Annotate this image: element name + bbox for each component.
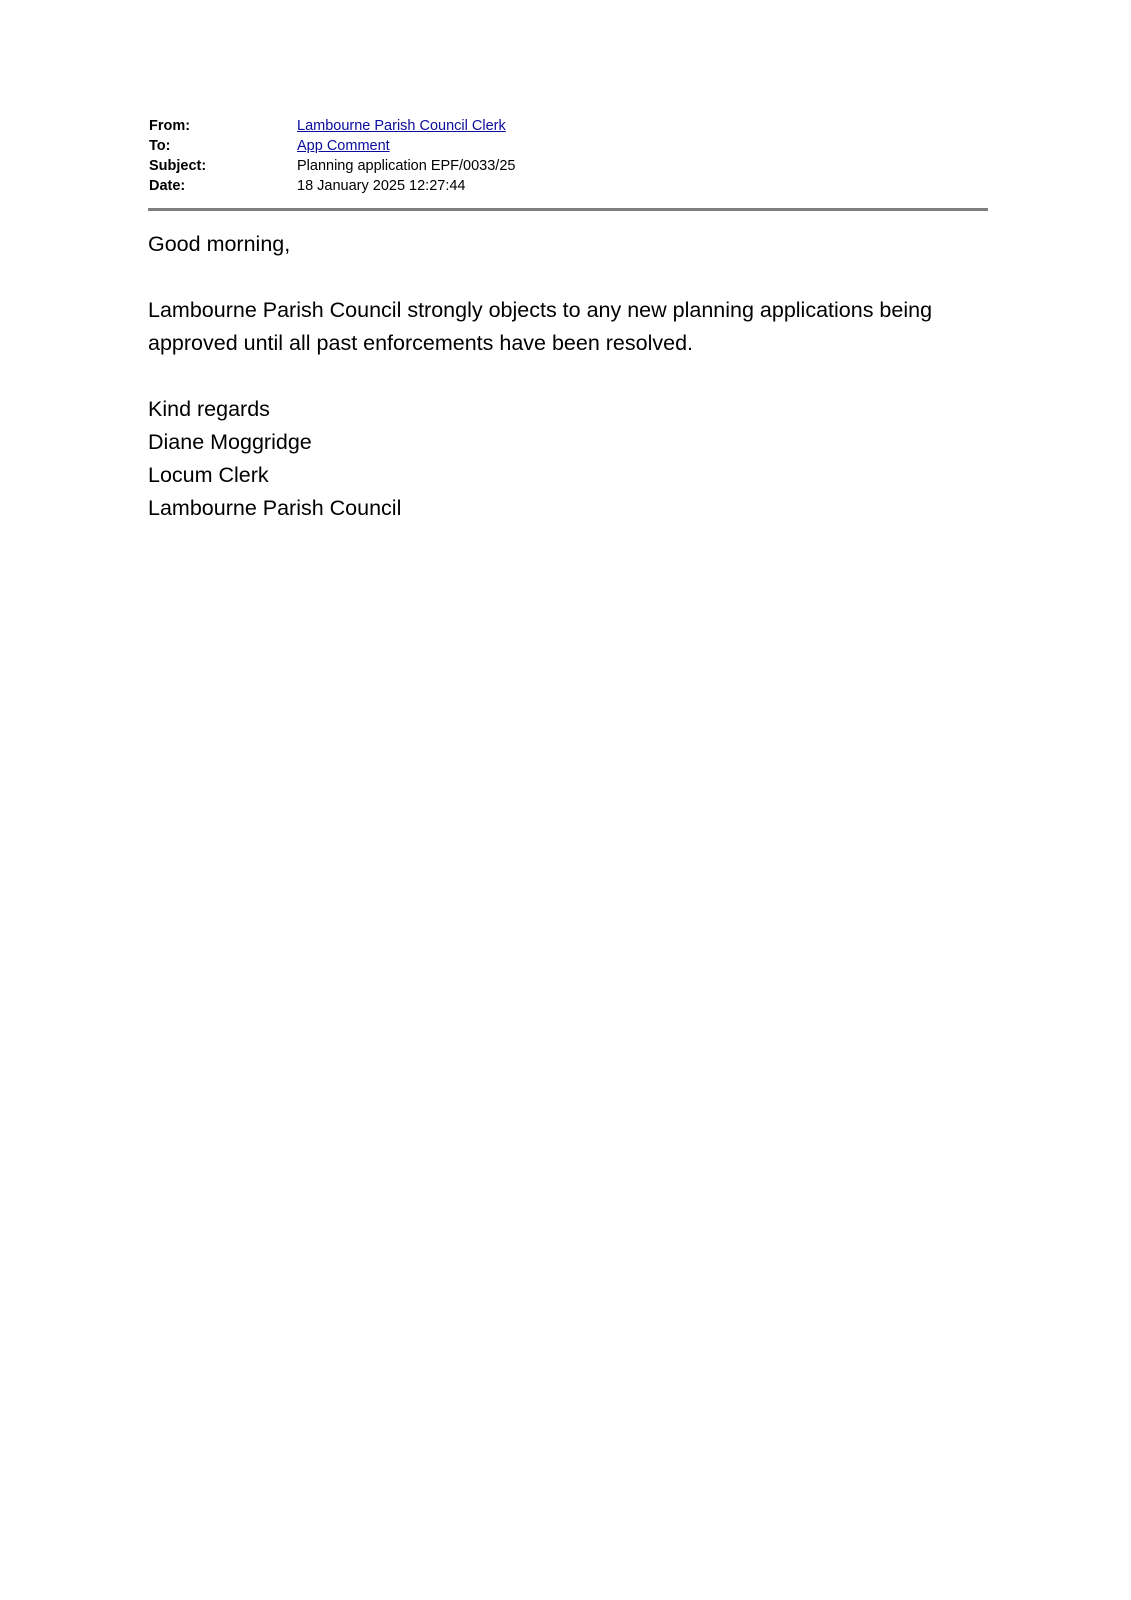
to-link[interactable]: App Comment <box>297 138 390 154</box>
greeting: Good morning, <box>148 232 291 256</box>
from-label: From: <box>149 118 191 134</box>
date-label: Date: <box>149 178 186 194</box>
date-row <box>149 176 989 196</box>
from-row <box>149 116 989 136</box>
date-value: 18 January 2025 12:27:44 <box>297 178 466 194</box>
header-divider <box>148 208 988 211</box>
to-label: To: <box>149 138 171 154</box>
email-body <box>148 228 998 525</box>
signature-title: Locum Clerk <box>148 463 269 487</box>
subject-label: Subject: <box>149 158 207 174</box>
signoff: Kind regards <box>148 397 270 421</box>
from-link[interactable]: Lambourne Parish Council Clerk <box>297 118 506 134</box>
subject-row <box>149 156 989 176</box>
signature-org: Lambourne Parish Council <box>148 496 402 520</box>
to-row <box>149 136 989 156</box>
signature-name: Diane Moggridge <box>148 430 312 454</box>
email-header <box>149 116 989 196</box>
subject-value: Planning application EPF/0033/25 <box>297 158 516 174</box>
body-paragraph: Lambourne Parish Council strongly objects to any new planning applications being approved until all past enforcements have been resolved. <box>148 298 933 355</box>
